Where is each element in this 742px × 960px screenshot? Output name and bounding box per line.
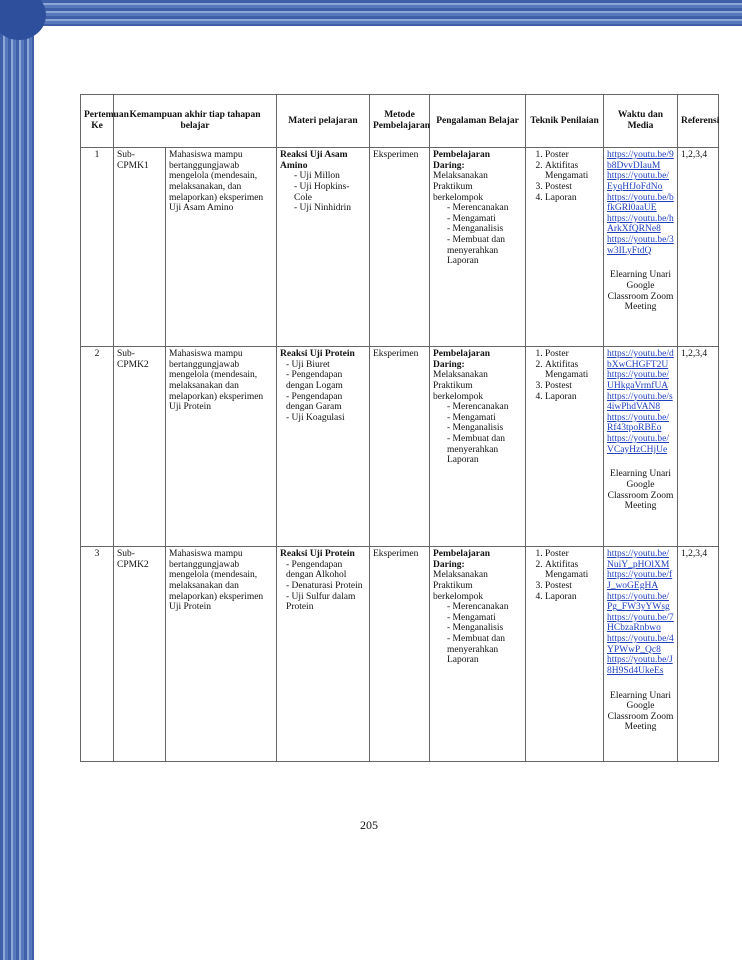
experience-title: Pembelajaran Daring: bbox=[433, 150, 490, 171]
header-competency: Kemampuan akhir tiap tahapan belajar bbox=[114, 95, 277, 148]
assessment-cell bbox=[526, 547, 604, 762]
experience-item: - Mengamati bbox=[447, 613, 522, 624]
code-cell: Sub-CPMK2 bbox=[114, 347, 166, 547]
method-cell: Eksperimen bbox=[370, 347, 430, 547]
material-item: - Pengendapan dengan Garam bbox=[286, 392, 366, 413]
material-title: Reaksi Uji Protein bbox=[280, 349, 355, 359]
page-border-top bbox=[0, 0, 742, 26]
refs-cell: 1,2,3,4 bbox=[678, 148, 719, 347]
video-link[interactable]: https://youtu.be/Pg_FW3yYWsg bbox=[607, 591, 670, 613]
method-cell: Eksperimen bbox=[370, 547, 430, 762]
material-item: - Pengendapan dengan Logam bbox=[286, 370, 366, 391]
table-row bbox=[81, 148, 719, 347]
material-item: - Uji Millon bbox=[294, 171, 366, 182]
material-cell bbox=[277, 148, 370, 347]
method-cell: Eksperimen bbox=[370, 148, 430, 347]
video-link[interactable]: https://youtu.be/dbXwCHGFT2U bbox=[607, 349, 674, 370]
assessment-item: 3. Postest bbox=[545, 182, 600, 193]
assessment-item: 3. Postest bbox=[545, 381, 600, 392]
assessment-cell bbox=[526, 148, 604, 347]
experience-item: - Membuat dan menyerahkan Laporan bbox=[447, 235, 522, 267]
experience-cell bbox=[430, 347, 526, 547]
media-list: Elearning Unari Google Classroom Zoom Meeting bbox=[607, 270, 674, 313]
video-link[interactable]: https://youtu.be/Rf43tpoRBEo bbox=[607, 412, 670, 434]
competency-cell: Mahasiswa mampu bertanggungjawab mengelola (mendesain, melaksanakan dan melaporkan) eksperimen Uji Protein bbox=[166, 347, 277, 547]
assessment-item: 4. Laporan bbox=[545, 392, 600, 403]
material-item: - Uji Sulfur dalam Protein bbox=[286, 592, 366, 613]
experience-title: Pembelajaran Daring: bbox=[433, 349, 490, 370]
experience-subtitle: Melaksanakan Praktikum berkelompok bbox=[433, 171, 488, 203]
video-link[interactable]: https://youtu.be/4YPWwP_Qc8 bbox=[607, 634, 674, 655]
experience-subtitle: Melaksanakan Praktikum berkelompok bbox=[433, 570, 488, 602]
experience-item: - Mengamati bbox=[447, 214, 522, 225]
competency-cell: Mahasiswa mampu bertanggungjawab mengelola (mendesain, melaksanakan dan melaporkan) eksperimen Uji Protein bbox=[166, 547, 277, 762]
week-cell: 1 bbox=[81, 148, 114, 347]
experience-item: - Membuat dan menyerahkan Laporan bbox=[447, 634, 522, 666]
assessment-item: 1. Poster bbox=[545, 549, 600, 560]
assessment-item: 4. Laporan bbox=[545, 193, 600, 204]
material-title: Reaksi Uji Asam Amino bbox=[280, 150, 348, 171]
experience-item: - Mengamati bbox=[447, 413, 522, 424]
video-link[interactable]: https://youtu.be/UHkgaVrmfUA bbox=[607, 370, 670, 391]
header-method: Metode Pembelajaran bbox=[370, 95, 430, 148]
page-border-corner bbox=[0, 0, 46, 40]
experience-item: - Membuat dan menyerahkan Laporan bbox=[447, 434, 522, 466]
course-plan-table bbox=[80, 94, 719, 762]
experience-subtitle: Melaksanakan Praktikum berkelompok bbox=[433, 370, 488, 402]
video-link[interactable]: https://youtu.be/VCayHzCHjUe bbox=[607, 434, 670, 455]
table-row bbox=[81, 547, 719, 762]
week-cell: 2 bbox=[81, 347, 114, 547]
experience-title: Pembelajaran Daring: bbox=[433, 549, 490, 570]
video-link[interactable]: https://youtu.be/3w3ILyFtdQ bbox=[607, 235, 674, 256]
header-media: Waktu dan Media bbox=[604, 95, 678, 148]
header-material: Materi pelajaran bbox=[277, 95, 370, 148]
material-item: - Uji Koagulasi bbox=[286, 413, 366, 424]
week-cell: 3 bbox=[81, 547, 114, 762]
video-link[interactable]: https://youtu.be/bfkGRl0aaUE bbox=[607, 192, 674, 214]
material-item: - Uji Ninhidrin bbox=[294, 203, 366, 214]
assessment-item: 4. Laporan bbox=[545, 592, 600, 603]
video-link[interactable]: https://youtu.be/EyqHfJoFdNo bbox=[607, 171, 670, 192]
competency-cell: Mahasiswa mampu bertanggungjawab mengelola (mendesain, melaksanakan, dan melaporkan) eksperimen Uji Asam Amino bbox=[166, 148, 277, 347]
assessment-item: 2. Aktifitas Mengamati bbox=[545, 161, 600, 182]
material-item: - Denaturasi Protein bbox=[286, 581, 366, 592]
video-link[interactable]: https://youtu.be/hArkXfQRNe8 bbox=[607, 213, 674, 235]
assessment-item: 1. Poster bbox=[545, 349, 600, 360]
experience-cell bbox=[430, 148, 526, 347]
material-item: - Pengendapan dengan Alkohol bbox=[286, 560, 366, 581]
assessment-item: 2. Aktifitas Mengamati bbox=[545, 560, 600, 581]
material-item: - Uji Biuret bbox=[286, 360, 366, 371]
code-cell: Sub-CPMK2 bbox=[114, 547, 166, 762]
video-link[interactable]: https://youtu.be/s4iwPhdVAN8 bbox=[607, 391, 673, 413]
media-list: Elearning Unari Google Classroom Zoom Meeting bbox=[607, 469, 674, 512]
experience-item: - Menganalisis bbox=[447, 224, 522, 235]
assessment-item: 2. Aktifitas Mengamati bbox=[545, 360, 600, 381]
code-cell: Sub-CPMK1 bbox=[114, 148, 166, 347]
page-border-left bbox=[0, 0, 34, 960]
table-row bbox=[81, 347, 719, 547]
experience-item: - Merencanakan bbox=[447, 203, 522, 214]
experience-item: - Menganalisis bbox=[447, 423, 522, 434]
experience-item: - Merencanakan bbox=[447, 402, 522, 413]
media-cell bbox=[604, 347, 678, 547]
material-title: Reaksi Uji Protein bbox=[280, 549, 355, 559]
header-experience: Pengalaman Belajar bbox=[430, 95, 526, 148]
experience-cell bbox=[430, 547, 526, 762]
assessment-cell bbox=[526, 347, 604, 547]
experience-item: - Menganalisis bbox=[447, 623, 522, 634]
refs-cell: 1,2,3,4 bbox=[678, 547, 719, 762]
video-link[interactable]: https://youtu.be/J8H9Sd4UkeEs bbox=[607, 655, 673, 676]
header-assessment: Teknik Penilaian bbox=[526, 95, 604, 148]
assessment-item: 1. Poster bbox=[545, 150, 600, 161]
assessment-item: 3. Postest bbox=[545, 581, 600, 592]
experience-item: - Merencanakan bbox=[447, 602, 522, 613]
page-number: 205 bbox=[360, 818, 378, 832]
refs-cell: 1,2,3,4 bbox=[678, 347, 719, 547]
header-week: Pertemuan Ke bbox=[81, 95, 114, 148]
material-item: - Uji Hopkins-Cole bbox=[294, 182, 366, 203]
video-link[interactable]: https://youtu.be/7HCbzaRnbwo bbox=[607, 612, 674, 634]
media-list: Elearning Unari Google Classroom Zoom Meeting bbox=[607, 690, 674, 733]
material-cell bbox=[277, 347, 370, 547]
media-cell bbox=[604, 547, 678, 762]
media-cell bbox=[604, 148, 678, 347]
video-link[interactable]: https://youtu.be/9b8DvvDIauM bbox=[607, 150, 674, 171]
video-link[interactable]: https://youtu.be/NuiY_pHOlXM bbox=[607, 549, 670, 570]
video-link[interactable]: https://youtu.be/fJ_woGEgHA bbox=[607, 570, 673, 591]
table-header-row bbox=[81, 95, 719, 148]
material-cell bbox=[277, 547, 370, 762]
header-refs: Referensi bbox=[678, 95, 719, 148]
